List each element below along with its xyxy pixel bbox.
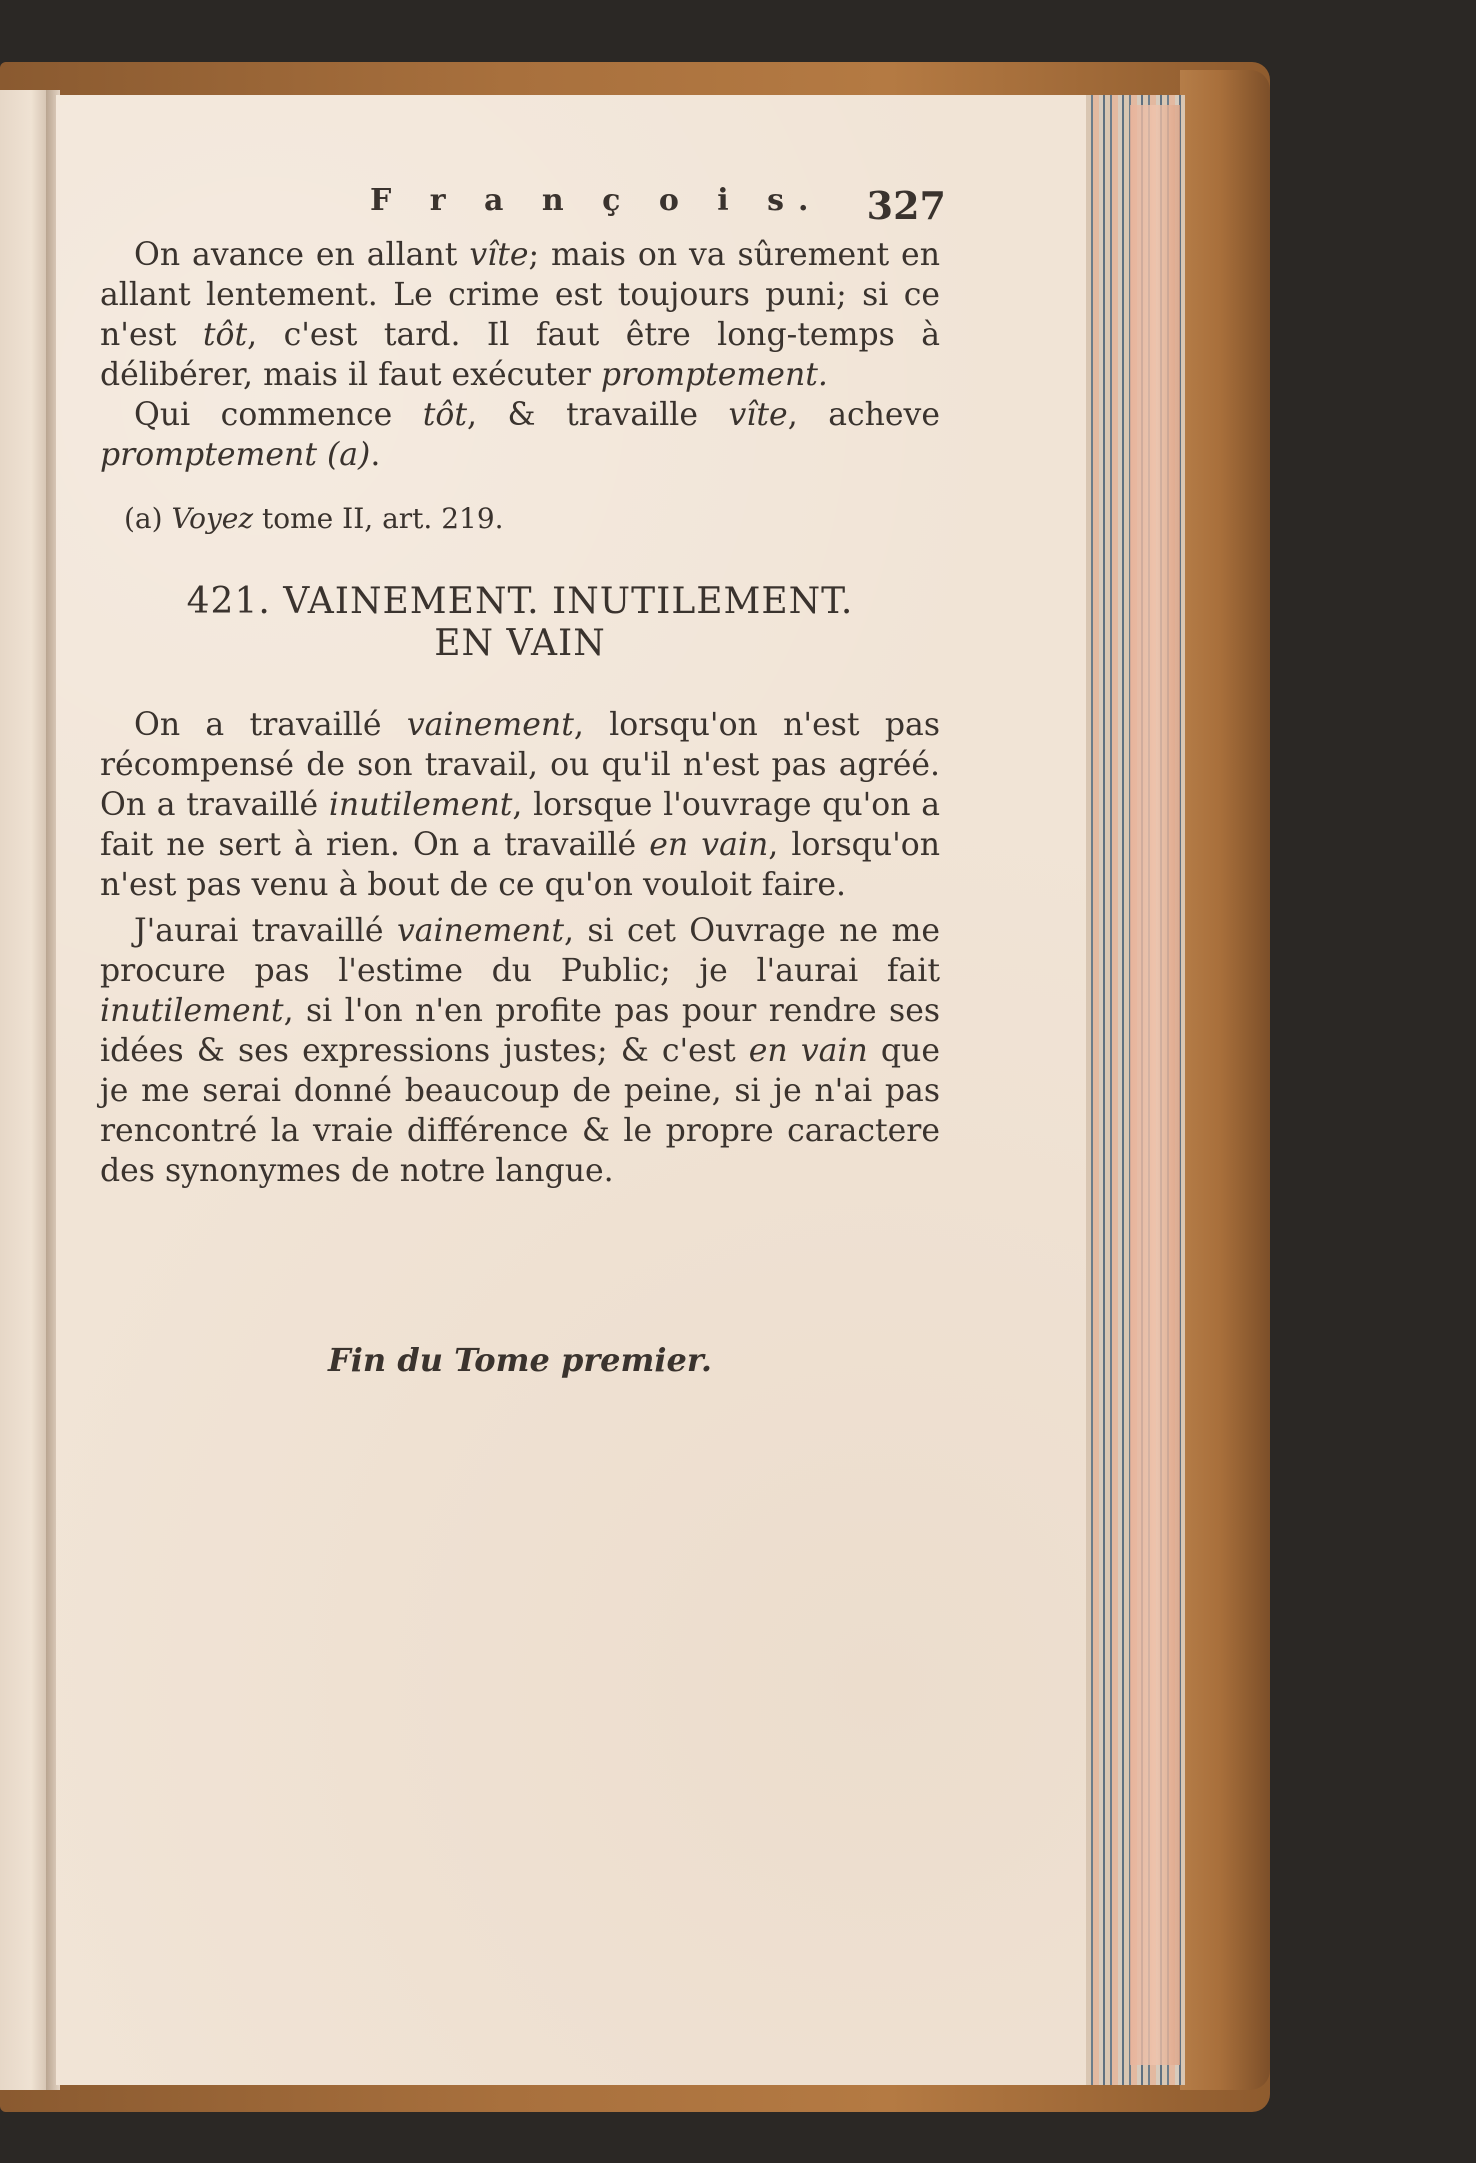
italic-run: tôt (202, 317, 248, 353)
italic-run: Voyez (171, 502, 254, 535)
italic-run: vainement (396, 913, 564, 949)
text-run: que je me serai donné beaucoup de peine, si je n'ai pas rencontré la vraie différence & le propre caractere des synonymes de notre langue. (100, 1033, 940, 1189)
italic-run: vîte (728, 397, 788, 433)
italic-run: promptement. (600, 357, 828, 393)
article-body (100, 705, 940, 1191)
cover-edge (1180, 70, 1270, 2090)
text-run: tome II, art. 219. (253, 502, 504, 535)
text-run: (a) (124, 502, 172, 535)
article-paragraph-2 (100, 911, 940, 1191)
text-run: , lorsqu'on n'est pas récompensé de son travail, ou qu'il n'est pas agréé. On a travaillé (100, 707, 940, 823)
text-run: On avance en allant (134, 237, 470, 273)
text-run: , acheve (787, 397, 940, 433)
text-run: Qui commence (134, 397, 423, 433)
page-text-block (100, 183, 946, 1379)
article-heading (100, 581, 940, 665)
text-run: On a travaillé (134, 707, 407, 743)
text-run: , & travaille (467, 397, 729, 433)
italic-run: inutilement (100, 993, 284, 1029)
italic-run: promptement (a) (100, 437, 371, 473)
italic-run: vîte (469, 237, 529, 273)
text-run: ; mais on va sûrement en allant lentement. Le crime est toujours puni; si ce n'est (100, 237, 940, 353)
running-head (100, 183, 946, 235)
running-title: F r a n ç o i s. (370, 183, 823, 218)
italic-run: vainement (406, 707, 574, 743)
book-page (56, 95, 1086, 2085)
facing-page-sliver (0, 90, 52, 2090)
text-run: , si cet Ouvrage ne me procure pas l'estime du Public; je l'aurai fait (100, 913, 940, 989)
italic-run: en vain (748, 1033, 868, 1069)
italic-run: tôt (422, 397, 468, 433)
text-run: . (370, 437, 381, 473)
article-paragraph-1 (100, 705, 940, 905)
text-run: , lorsque l'ouvrage qu'on a fait ne sert à rien. On a travaillé (100, 787, 940, 863)
intro-paragraph-2 (100, 395, 940, 475)
intro-paragraph-1 (100, 235, 940, 395)
text-run: , c'est tard. Il faut être long-temps à délibérer, mais il faut exécuter (100, 317, 940, 393)
article-heading-line1: 421. VAINEMENT. INUTILEMENT. (186, 581, 854, 622)
page-number: 327 (866, 183, 946, 228)
text-run: , si l'on n'en profite pas pour rendre ses idées & ses expressions justes; & c'est (100, 993, 940, 1069)
end-of-volume-note: Fin du Tome premier. (328, 1341, 712, 1379)
italic-run: inutilement (328, 787, 513, 823)
page-edges-tint (1130, 105, 1180, 2065)
text-run: , lorsqu'on n'est pas venu à bout de ce qu'on vouloit faire. (100, 827, 940, 903)
article-heading-line2: EN VAIN (434, 623, 606, 664)
italic-run: en vain (649, 827, 769, 863)
text-run: J'aurai travaillé (134, 913, 397, 949)
footnote (100, 501, 940, 537)
